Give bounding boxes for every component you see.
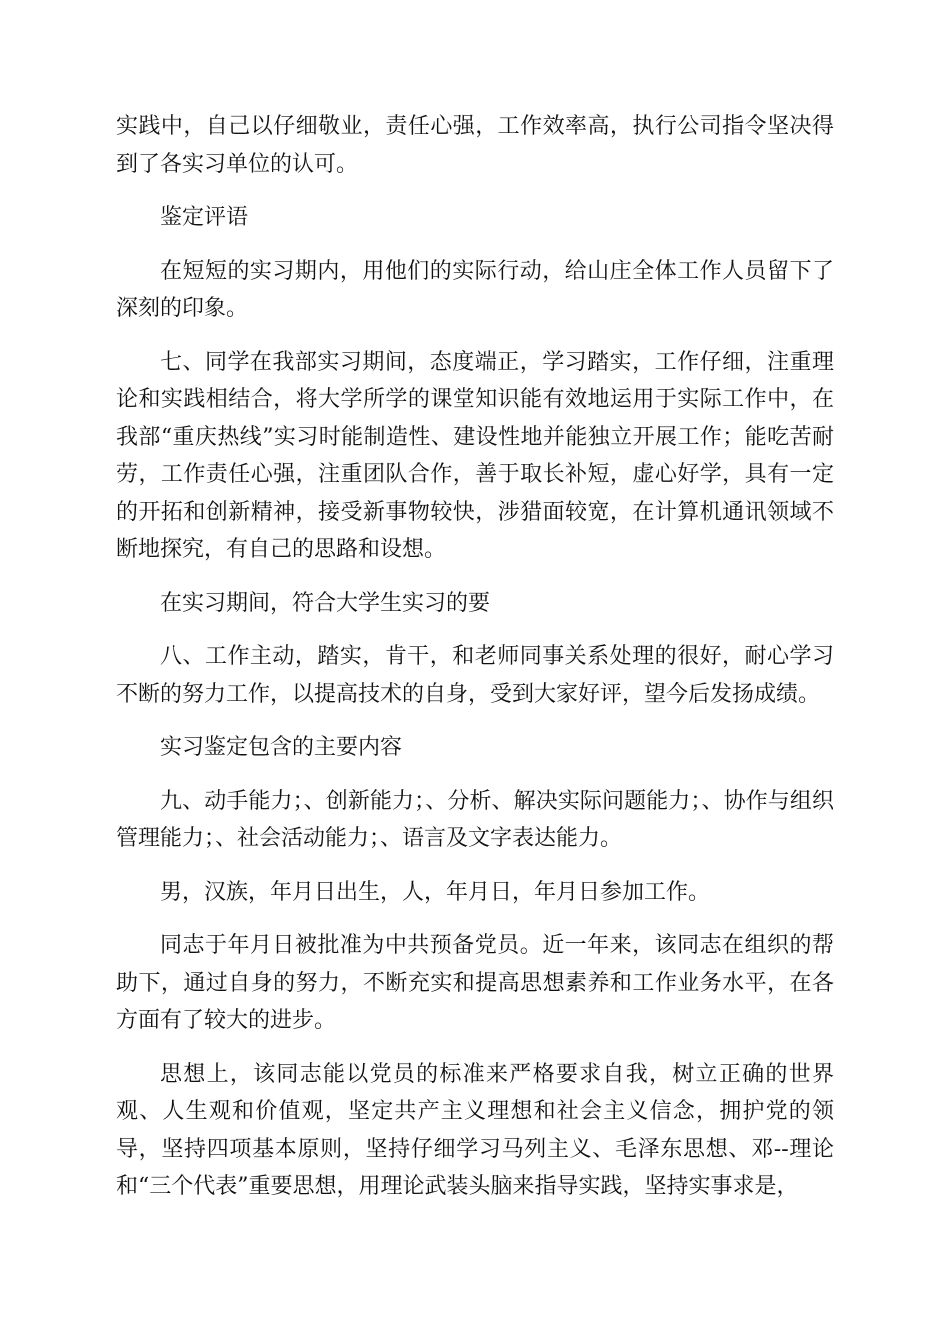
paragraph-5: 在实习期间，符合大学生实习的要: [160, 590, 491, 616]
paragraph-10: 同志于年月日被批准为中共预备党员。近一年来，该同志在组织的帮助下，通过自身的努力，不断充实和提高思想素养和工作业务水平，在各方面有了较大的进步。: [116, 933, 834, 1033]
paragraph-11: 思想上，该同志能以党员的标准来严格要求自我，树立正确的世界观、人生观和价值观，坚定共产主义理想和社会主义信念，拥护党的领导，坚持四项基本原则，坚持仔细学习马列主义、毛泽东思想、邓--理论和“三个代表”重要思想，用理论武装头脑来指导实践，坚持实事求是，: [116, 1061, 834, 1199]
paragraph-3: 在短短的实习期内，用他们的实际行动，给山庄全体工作人员留下了深刻的印象。: [116, 258, 834, 321]
paragraph-item-7: 七、同学在我部实习期间，态度端正，学习踏实，工作仔细，注重理论和实践相结合，将大学所学的课堂知识能有效地运用于实际工作中，在我部“重庆热线”实习时能制造性、建设性地并能独立开展工作；能吃苦耐劳，工作责任心强，注重团队合作，善于取长补短，虚心好学，具有一定的开拓和创新精神，接受新事物较快，涉猎面较宽，在计算机通讯领域不断地探究，有自己的思路和设想。: [116, 349, 834, 562]
section-heading-appraisal-comments: 鉴定评语: [160, 205, 249, 230]
paragraph-item-8: 八、工作主动，踏实，肯干，和老师同事关系处理的很好，耐心学习不断的努力工作，以提高技术的自身，受到大家好评，望今后发扬成绩。: [116, 644, 834, 707]
paragraph-9: 男，汉族，年月日出生，人，年月日，年月日参加工作。: [160, 879, 711, 905]
paragraph-item-9: 九、动手能力；、创新能力；、分析、解决实际问题能力；、协作与组织管理能力；、社会活动能力；、语言及文字表达能力。: [116, 788, 834, 851]
document-body: [116, 108, 834, 1222]
section-heading-main-contents: 实习鉴定包含的主要内容: [160, 735, 403, 760]
paragraph-1: 实践中，自己以仔细敬业，责任心强，工作效率高，执行公司指令坚决得到了各实习单位的认可。: [116, 114, 834, 177]
